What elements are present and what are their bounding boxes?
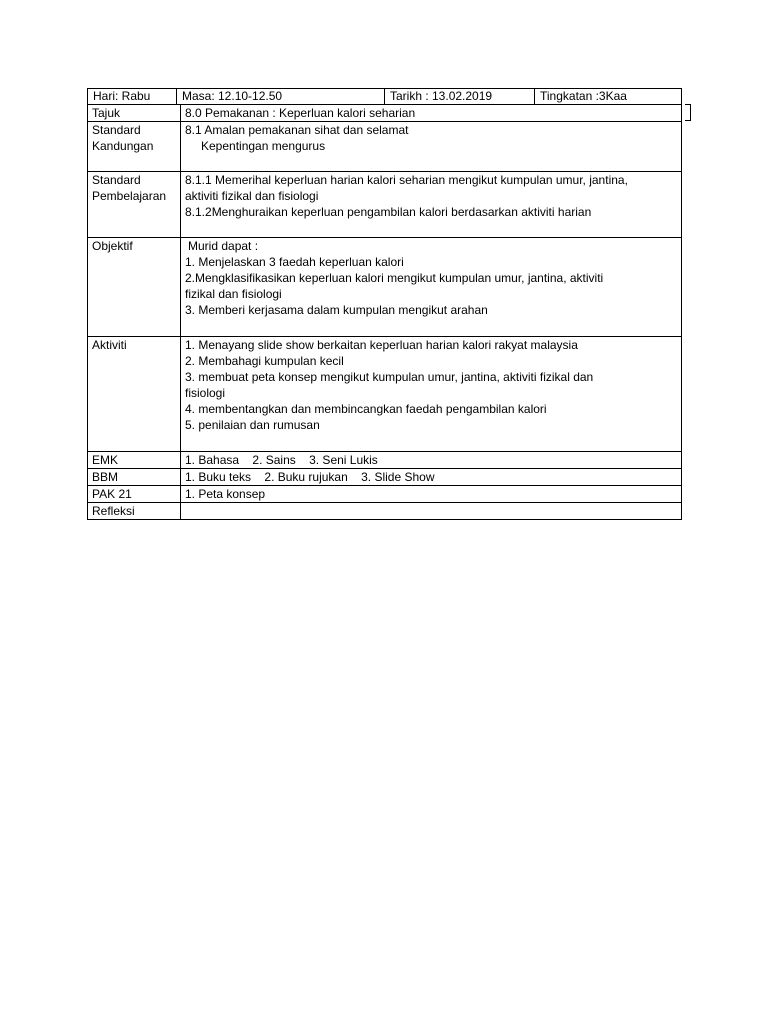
emk-item3: 3. Seni Lukis [309,453,378,467]
tajuk-box-overhang [685,104,691,121]
masa-cell: Masa: 12.10-12.50 [177,89,385,104]
standard-kandungan-line2: Kepentingan mengurus [201,139,326,153]
bbm-value [181,469,682,486]
standard-pembelajaran-line1: 8.1.1 Memerihal keperluan harian kalori seharian mengikut kumpulan umur, jantina, [185,173,628,187]
standard-pembelajaran-line2: aktiviti fizikal dan fisiologi [185,189,319,203]
aktiviti-item4: 4. membentangkan dan membincangkan faedah pengambilan kalori [185,402,547,416]
pak21-label: PAK 21 [88,486,181,503]
pak21-value [181,486,682,503]
row-bbm [88,469,682,486]
tajuk-label: Tajuk [88,105,181,122]
emk-value [181,452,682,469]
row-objektif [88,238,682,337]
objektif-item3: 3. Memberi kerjasama dalam kumpulan mengikut arahan [185,303,488,317]
hari-cell: Hari: Rabu [88,89,177,104]
tingkatan-cell: Tingkatan :3Kaa [540,89,627,103]
row-pak21 [88,486,682,503]
standard-pembelajaran-label-line1: Standard [92,173,141,187]
refleksi-value [181,503,682,520]
lesson-plan-table [87,105,682,520]
aktiviti-item3-line1: 3. membuat peta konsep mengikut kumpulan umur, jantina, aktiviti fizikal dan [185,370,594,384]
bbm-label: BBM [88,469,181,486]
objektif-value [181,238,682,337]
standard-kandungan-value [181,122,682,172]
standard-pembelajaran-label-line2: Pembelajaran [92,189,167,203]
refleksi-label: Refleksi [88,503,181,520]
row-refleksi [88,503,682,520]
emk-item1: 1. Bahasa [185,453,240,467]
tajuk-value-cell [181,105,682,122]
standard-kandungan-line1: 8.1 Amalan pemakanan sihat dan selamat [185,123,409,137]
row-standard-pembelajaran [88,172,682,238]
aktiviti-item5: 5. penilaian dan rumusan [185,418,320,432]
objektif-item2-line1: 2.Mengklasifikasikan keperluan kalori mengikut kumpulan umur, jantina, aktiviti [185,271,604,285]
objektif-item2-line2: fizikal dan fisiologi [185,287,282,301]
aktiviti-item2: 2. Membahagi kumpulan kecil [185,354,344,368]
aktiviti-label: Aktiviti [88,337,181,452]
bbm-item2: 2. Buku rujukan [264,470,348,484]
standard-kandungan-label-line2: Kandungan [92,139,154,153]
emk-item2: 2. Sains [252,453,296,467]
emk-label: EMK [88,452,181,469]
objektif-label: Objektif [88,238,181,337]
standard-kandungan-label [88,122,181,172]
row-aktiviti [88,337,682,452]
header-row [87,88,682,105]
objektif-item1: 1. Menjelaskan 3 faedah keperluan kalori [185,255,404,269]
aktiviti-item3-line2: fisiologi [185,386,226,400]
objektif-intro: Murid dapat : [188,239,259,253]
bbm-item1: 1. Buku teks [185,470,252,484]
lesson-plan-sheet [87,88,682,520]
tajuk-value: 8.0 Pemakanan : Keperluan kalori seharian [185,106,416,120]
tarikh-cell: Tarikh : 13.02.2019 [385,89,535,104]
standard-pembelajaran-value [181,172,682,238]
row-tajuk [88,105,682,122]
aktiviti-item1: 1. Menayang slide show berkaitan keperluan harian kalori rakyat malaysia [185,338,578,352]
standard-kandungan-label-line1: Standard [92,123,141,137]
row-standard-kandungan [88,122,682,172]
pak21-item1: 1. Peta konsep [185,487,266,501]
aktiviti-value [181,337,682,452]
standard-pembelajaran-line3: 8.1.2Menghuraikan keperluan pengambilan kalori berdasarkan aktiviti harian [185,205,592,219]
bbm-item3: 3. Slide Show [361,470,435,484]
row-emk [88,452,682,469]
standard-pembelajaran-label [88,172,181,238]
